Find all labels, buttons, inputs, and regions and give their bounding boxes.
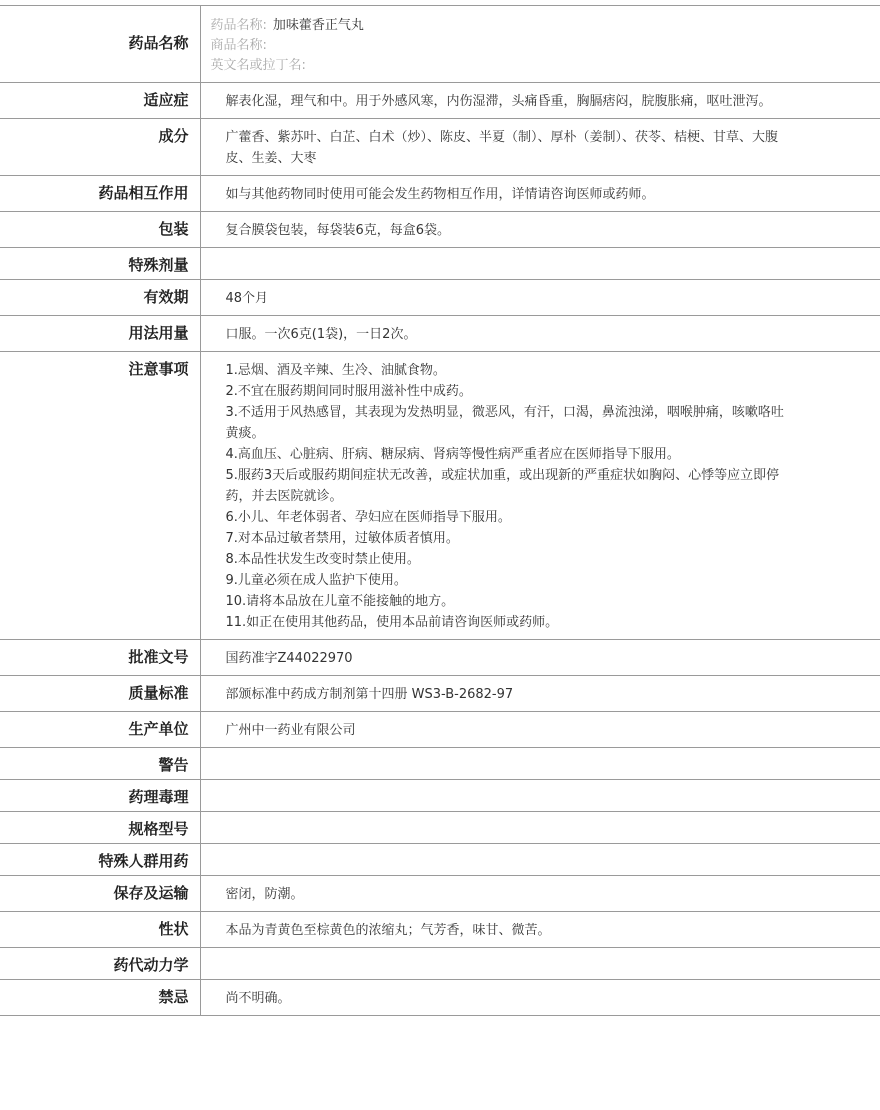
precaution-item: 2.不宜在服药期间同时服用滋补性中成药。 [225, 384, 472, 399]
value-warning [200, 748, 880, 780]
label-contraindications: 禁忌 [0, 980, 200, 1016]
row-usage [0, 316, 880, 352]
precaution-item: 9.儿童必须在成人监护下使用。 [225, 573, 407, 588]
row-warning [0, 748, 880, 780]
label-indications: 适应症 [0, 83, 200, 119]
label-packaging: 包装 [0, 212, 200, 248]
value-appearance: 本品为青黄色至棕黄色的浓缩丸；气芳香，味甘、微苦。 [200, 912, 880, 948]
label-special-dosage: 特殊剂量 [0, 248, 200, 280]
label-validity: 有效期 [0, 280, 200, 316]
row-appearance [0, 912, 880, 948]
row-precautions [0, 352, 880, 640]
label-quality-standard: 质量标准 [0, 676, 200, 712]
precaution-item: 6.小儿、年老体弱者、孕妇应在医师指导下服用。 [225, 510, 511, 525]
row-pharmacokinetics [0, 948, 880, 980]
row-validity [0, 280, 880, 316]
value-special-population [200, 844, 880, 876]
value-validity: 48个月 [200, 280, 880, 316]
row-indications [0, 83, 880, 119]
names-cell [200, 6, 880, 83]
row-special-dosage [0, 248, 880, 280]
label-precautions: 注意事项 [0, 352, 200, 640]
precaution-item: 7.对本品过敏者禁用，过敏体质者慎用。 [225, 531, 459, 546]
row-pharmacology [0, 780, 880, 812]
label-pharmacology: 药理毒理 [0, 780, 200, 812]
english-name-line [211, 56, 871, 76]
label-drug-name: 药品名称 [0, 6, 200, 83]
row-interactions [0, 176, 880, 212]
label-appearance: 性状 [0, 912, 200, 948]
precaution-item: 10.请将本品放在儿童不能接触的地方。 [225, 594, 455, 609]
drug-name-line [211, 16, 871, 36]
value-manufacturer: 广州中一药业有限公司 [200, 712, 880, 748]
row-contraindications [0, 980, 880, 1016]
value-pharmacokinetics [200, 948, 880, 980]
value-ingredients: 广藿香、紫苏叶、白芷、白术（炒）、陈皮、半夏（制）、厚朴（姜制）、茯苓、桔梗、甘草、大腹皮、生姜、大枣 [200, 119, 880, 176]
precaution-item: 11.如正在使用其他药品，使用本品前请咨询医师或药师。 [225, 615, 559, 630]
value-indications: 解表化湿，理气和中。用于外感风寒，内伤湿滞，头痛昏重，胸膈痞闷，脘腹胀痛，呕吐泄泻。 [200, 83, 880, 119]
drug-name-label: 药品名称: [210, 18, 267, 33]
value-special-dosage [200, 248, 880, 280]
row-names [0, 6, 880, 83]
row-special-population [0, 844, 880, 876]
value-approval: 国药准字Z44022970 [200, 640, 880, 676]
precaution-item: 4.高血压、心脏病、肝病、糖尿病、肾病等慢性病严重者应在医师指导下服用。 [225, 447, 680, 462]
value-packaging: 复合膜袋包装，每袋装6克，每盒6袋。 [200, 212, 880, 248]
label-specification: 规格型号 [0, 812, 200, 844]
row-quality-standard [0, 676, 880, 712]
value-contraindications: 尚不明确。 [200, 980, 880, 1016]
row-packaging [0, 212, 880, 248]
value-interactions: 如与其他药物同时使用可能会发生药物相互作用，详情请咨询医师或药师。 [200, 176, 880, 212]
row-approval [0, 640, 880, 676]
row-ingredients [0, 119, 880, 176]
label-ingredients: 成分 [0, 119, 200, 176]
label-usage: 用法用量 [0, 316, 200, 352]
value-precautions [200, 352, 880, 640]
row-specification [0, 812, 880, 844]
label-approval: 批准文号 [0, 640, 200, 676]
english-name-label: 英文名或拉丁名: [210, 58, 306, 73]
row-storage [0, 876, 880, 912]
trade-name-label: 商品名称: [210, 38, 267, 53]
label-interactions: 药品相互作用 [0, 176, 200, 212]
label-warning: 警告 [0, 748, 200, 780]
value-storage: 密闭，防潮。 [200, 876, 880, 912]
drug-name-value: 加味藿香正气丸 [272, 18, 364, 33]
value-quality-standard: 部颁标准中药成方制剂第十四册 WS3-B-2682-97 [200, 676, 880, 712]
row-manufacturer [0, 712, 880, 748]
precaution-item: 8.本品性状发生改变时禁止使用。 [225, 552, 420, 567]
label-storage: 保存及运输 [0, 876, 200, 912]
label-manufacturer: 生产单位 [0, 712, 200, 748]
drug-info-table [0, 5, 880, 1016]
precaution-item: 5.服药3天后或服药期间症状无改善，或症状加重，或出现新的严重症状如胸闷、心悸等应立即停药，并去医院就诊。 [225, 468, 780, 504]
label-pharmacokinetics: 药代动力学 [0, 948, 200, 980]
precaution-item: 1.忌烟、酒及辛辣、生冷、油腻食物。 [225, 363, 446, 378]
label-special-population: 特殊人群用药 [0, 844, 200, 876]
trade-name-line [211, 36, 871, 56]
value-specification [200, 812, 880, 844]
value-usage: 口服。一次6克(1袋)，一日2次。 [200, 316, 880, 352]
value-pharmacology [200, 780, 880, 812]
precaution-item: 3.不适用于风热感冒，其表现为发热明显，微恶风，有汗，口渴，鼻流浊涕，咽喉肿痛，咳嗽咯吐黄痰。 [225, 405, 784, 441]
